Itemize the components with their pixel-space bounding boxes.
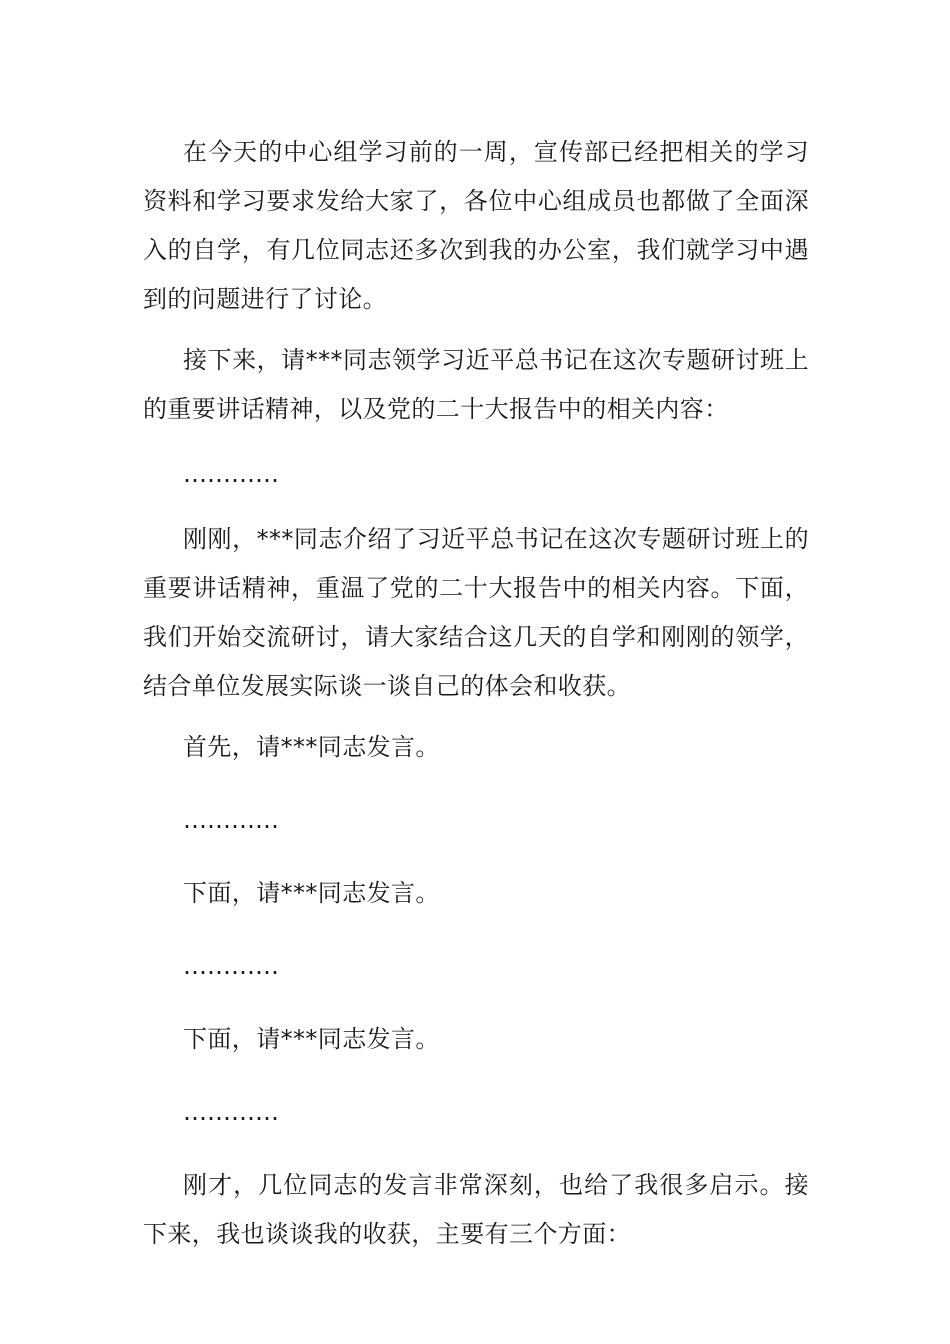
paragraph-discussion-start: 刚刚，***同志介绍了习近平总书记在这次专题研讨班上的重要讲话精神，重温了党的二十大报告中的相关内容。下面，我们开始交流研讨，请大家结合这几天的自学和刚刚的领学，结合单位发展实际谈一谈自己的体会和收获。 (143, 525, 809, 700)
paragraph-next-speaker: 下面，请***同志发言。 (183, 1025, 440, 1053)
paragraph-leading-study: 接下来，请***同志领学习近平总书记在这次专题研讨班上的重要讲话精神，以及党的二十大报告中的相关内容： (143, 346, 809, 423)
ellipsis-line: ………… (183, 806, 279, 834)
paragraph-first-speaker: 首先，请***同志发言。 (183, 733, 440, 761)
ellipsis-line: ………… (183, 460, 279, 488)
paragraph-intro: 在今天的中心组学习前的一周，宣传部已经把相关的学习资料和学习要求发给大家了，各位中心组成员也都做了全面深入的自学，有几位同志还多次到我的办公室，我们就学习中遇到的问题进行了讨论。 (143, 138, 809, 313)
ellipsis-line: ………… (183, 1098, 279, 1126)
paragraph-summary: 刚才，几位同志的发言非常深刻，也给了我很多启示。接下来，我也谈谈我的收获，主要有三个方面： (143, 1171, 809, 1248)
ellipsis-line: ………… (183, 952, 279, 980)
paragraph-next-speaker: 下面，请***同志发言。 (183, 879, 440, 907)
document-page (143, 128, 809, 1259)
